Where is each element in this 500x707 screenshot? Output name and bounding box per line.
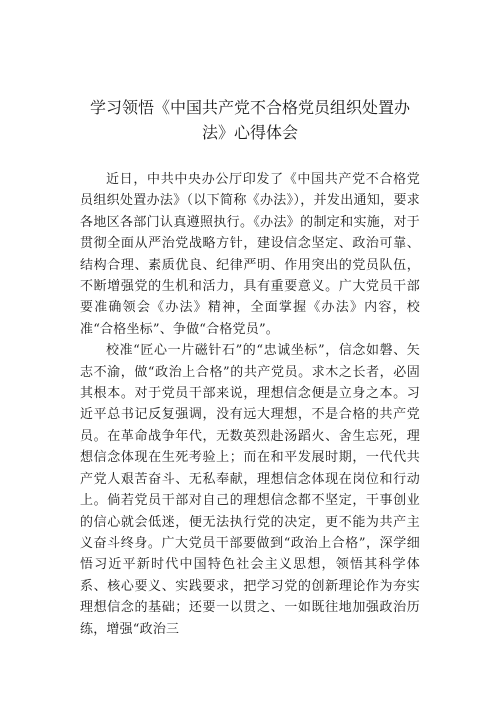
paragraph-2: 校准“匠心一片磁针石”的“忠诚坐标”，信念如磐、矢志不渝，做“政治上合格”的共产党员。求木之长者，必固其根本。对于党员干部来说，理想信念便是立身之本。习近平总书记反复强调，没有远大理想，不是合格的共产党员。在革命战争年代，无数英烈赴汤蹈火、舍生忘死，理想信念体现在生死考验上；而在和平发展时期，一代代共产党人艰苦奋斗、无私奉献，理想信念体现在岗位和行动上。倘若党员干部对自己的理想信念都不坚定，干事创业的信心就会低迷，便无法执行党的决定，更不能为共产主义奋斗终身。广大党员干部要做到“政治上合格”，深学细悟习近平新时代中国特色社会主义思想，领悟其科学体系、核心要义、实践要求，把学习党的创新理论作为夯实理想信念的基础；还要一以贯之、一如既往地加强政治历练，增强“政治三 xyxy=(80,343,420,637)
paragraph-1: 近日，中共中央办公厅印发了《中国共产党不合格党员组织处置办法》（以下简称《办法》），并发出通知，要求各地区各部门认真遵照执行。《办法》的制定和实施，对于贯彻全面从严治党战略方针，建设信念坚定、政治可靠、结构合理、素质优良、纪律严明、作用突出的党员队伍，不断增强党的生机和活力，具有重要意义。广大党员干部要准确领会《办法》精神，全面掌握《办法》内容，校准“合格坐标”、争做“合格党员”。 xyxy=(80,172,420,337)
document-body xyxy=(80,169,420,640)
document-title: 学习领悟《中国共产党不合格党员组织处置办法》心得体会 xyxy=(89,98,410,142)
